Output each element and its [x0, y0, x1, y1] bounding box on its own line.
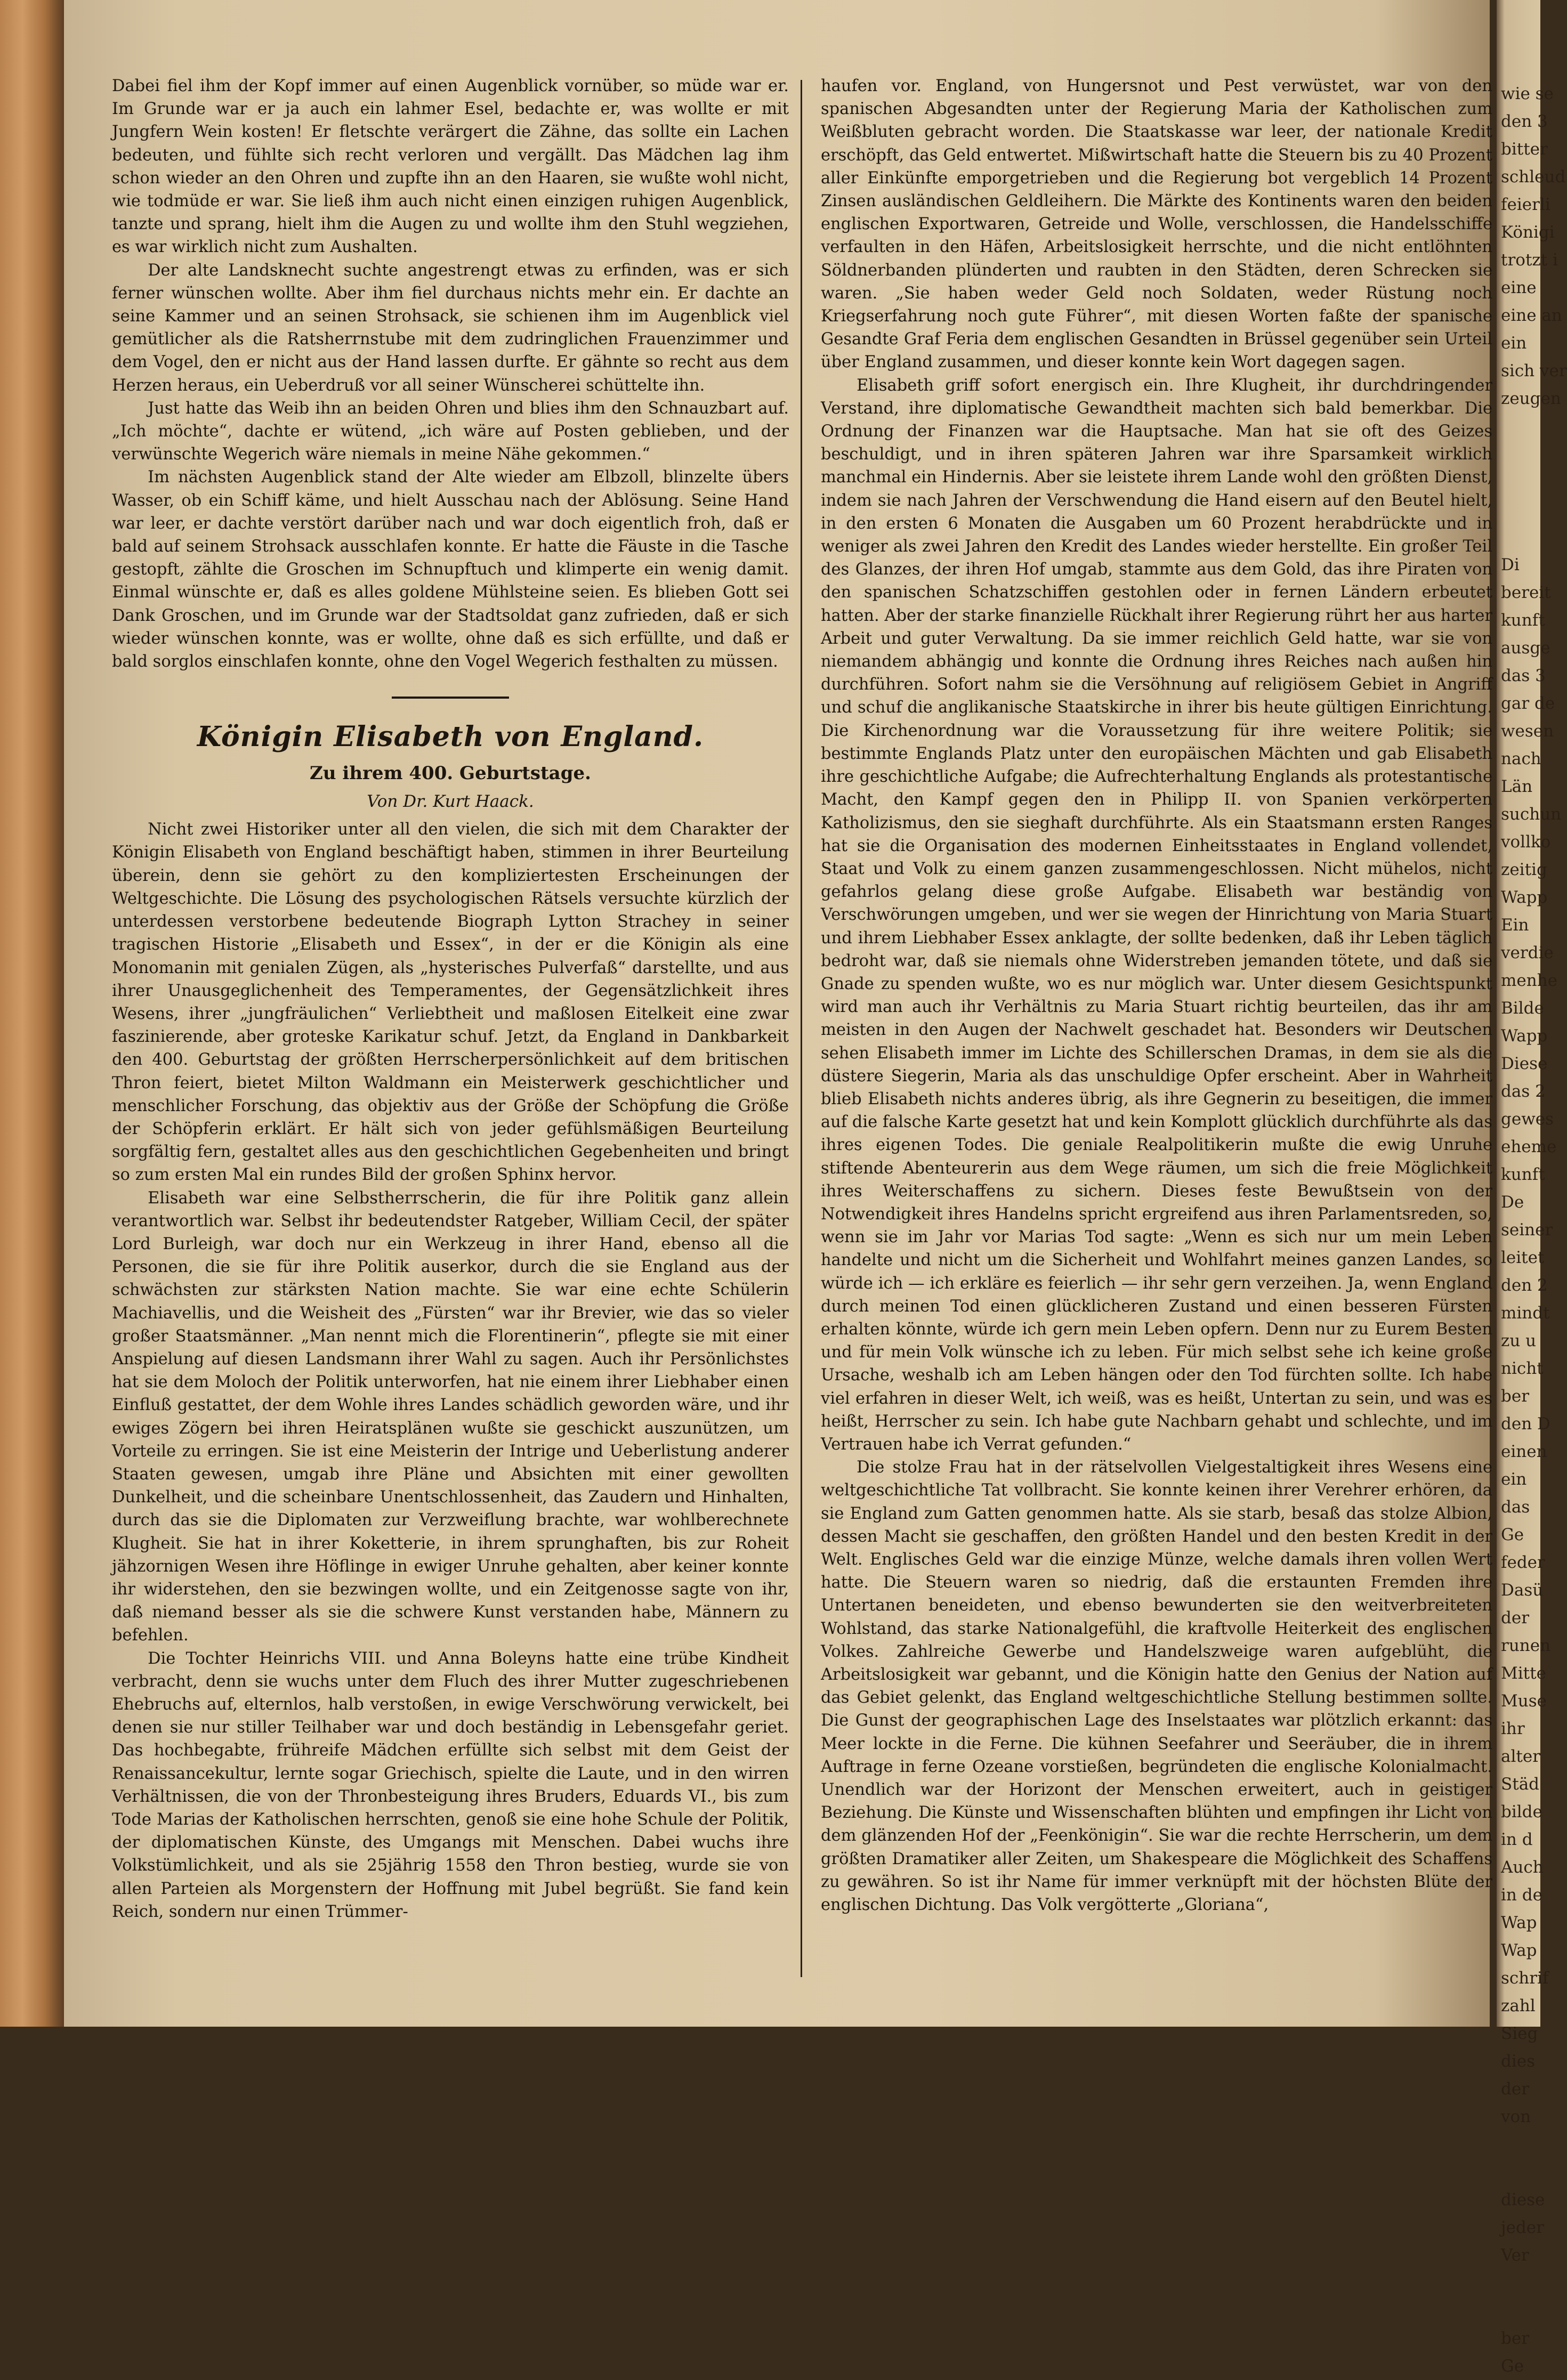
- next-page-line: suchun: [1501, 805, 1562, 824]
- next-page-line: bereit: [1501, 583, 1551, 602]
- story-paragraph-3: Just hatte das Weib ihn an beiden Ohren und blies ihm den Schnauzbart auf. „Ich möchte“, dachte er wütend, „ich wäre auf Posten geblieben, und der verwünschte Wegerich wäre niemals in meine Nähe gekommen.“: [112, 399, 789, 464]
- next-page-line: schrif: [1501, 1969, 1549, 1988]
- next-page-line: leitet: [1501, 1248, 1545, 1267]
- next-page-line: menhe: [1501, 971, 1558, 990]
- next-page-line: ihr: [1501, 1719, 1525, 1738]
- next-page-line: mindt: [1501, 1304, 1550, 1323]
- next-page-line: runen: [1501, 1636, 1551, 1655]
- next-page-line: Dasü: [1501, 1581, 1544, 1600]
- next-page-line: Diese: [1501, 1054, 1548, 1073]
- next-page-line: alter: [1501, 1747, 1541, 1766]
- next-page-line: [1497, 496, 1540, 523]
- next-page-line: [1497, 2158, 1540, 2186]
- next-page-line: in d: [1501, 1830, 1533, 1849]
- next-page-line: kunft: [1501, 1165, 1545, 1184]
- next-page-line: Städ: [1501, 1775, 1540, 1794]
- next-page-line: Muse: [1501, 1691, 1547, 1711]
- next-page-line: eheme: [1501, 1137, 1557, 1156]
- article-paragraph-2: Elisabeth war eine Selbstherrscherin, die für ihre Politik ganz allein verantwortlich war. Selbst ihr bedeutendster Ratgeber, William Cecil, der später Lord Burleigh, war doch nur ein Werkzeug in ihrer Hand, ebenso all die Personen, die sie für ihre Politik auserkor, durch die sie England aus der schwächsten zur stärksten Nation machte. Sie war eine echte Schülerin Machiavellis, und die Weisheit des „Fürsten“ war ihr Brevier, wie das so vieler großer Staatsmänner. „Man nennt mich die Florentinerin“, pflegte sie mit einer Anspielung auf diesen Landsmann ihrer Wahl zu sagen. Auch ihr Persönlichstes hat sie dem Moloch der Politik unterworfen, hat nie einem ihrer Liebhaber einen Einfluß gestattet, der dem Wohle ihres Landes schädlich geworden wäre, und ihr ewiges Zögern bei ihren Heiratsplänen wußte sie geschickt auszunützen, um Vorteile zu erringen. Sie ist eine Meisterin der Intrige und Ueberlistung anderer Staaten gewesen, umgab ihre Pläne und Absichten mit einer gewollten Dunkelheit, und die scheinbare Unentschlossenheit, das Zaudern und Hinhalten, durch das sie die Diplomaten zur Verzweiflung brachte, war wohlberechnete Klugheit. Sie hat in ihrer Koketterie, in ihrem sprunghaften, bis zur Roheit jähzornigen Wesen ihre Höflinge in ewiger Unruhe gehalten, aber keiner konnte ihr widerstehen, den sie bezwingen wollte, und ein Zeitgenosse sagte von ihr, daß niemand besser als sie die schwere Kunst verstanden habe, Männern zu befehlen.: [112, 1188, 789, 1645]
- next-page-line: feder: [1501, 1553, 1545, 1572]
- next-page-line: Wap: [1501, 1941, 1537, 1960]
- next-page-line: Mitte: [1501, 1664, 1546, 1683]
- next-page-line: Ge: [1501, 2357, 1524, 2376]
- next-page-line: kunft: [1501, 611, 1545, 630]
- next-page-line: schleud: [1501, 167, 1566, 187]
- next-page-line: ein: [1501, 1470, 1527, 1489]
- next-page-line: [1497, 2269, 1540, 2297]
- next-page-line: jeder: [1501, 2218, 1544, 2237]
- next-page-line: wie se: [1501, 84, 1554, 103]
- story-paragraph-1: Dabei fiel ihm der Kopf immer auf einen Augenblick vornüber, so müde war er. Im Grunde war er ja auch ein lahmer Esel, bedachte er, was wollte er mit Jungfern Wein kosten! Er fletschte verärgert die Zähne, das sollte ein Lachen bedeuten, und fühlte sich recht verloren und vergällt. Das Mädchen lag ihm schon wieder an den Ohren und zupfte ihn an den Haaren, sie wußte wohl nicht, wie todmüde er war. Sie ließ ihm auch nicht einen einzigen ruhigen Augenblick, tanzte und sprang, hielt ihm die Augen zu und wollte ihm den Stuhl wegziehen, es war wirklich nicht zum Aushalten.: [112, 77, 789, 257]
- book-spine: [0, 0, 64, 2027]
- story-paragraph-4: Im nächsten Augenblick stand der Alte wieder am Elbzoll, blinzelte übers Wasser, ob ein Schiff käme, und hielt Ausschau nach der Ablösung. Seine Hand war leer, er dachte verstört darüber nach und war doch eigentlich froh, daß er bald auf seinem Strohsack ausschlafen konnte. Er hatte die Fäuste in die Tasche gestopft, zählte die Groschen im Schnupftuch und klimperte ein wenig damit. Einmal wünschte er, daß es alles goldene Mühlsteine seien. Es blieben Gott sei Dank Groschen, und im Grunde war der Stadtsoldat ganz zufrieden, daß er sich wieder wünschen konnte, was er wollte, ohne daß es sich erfüllte, und daß er bald sorglos einschlafen konnte, ohne den Vogel Wegerich festhalten zu müssen.: [112, 468, 789, 671]
- next-page-line: vollko: [1501, 832, 1551, 852]
- article-byline: Von Dr. Kurt Haack.: [367, 792, 534, 812]
- next-page-line: Di: [1501, 555, 1520, 574]
- article-paragraph-1: Nicht zwei Historiker unter all den vielen, die sich mit dem Charakter der Königin Elisabeth von England beschäftigt haben, stimmen in ihrer Beurteilung überein, denn sie gehört zu den kompliziertesten Erscheinungen der Weltgeschichte. Die Lösung des psychologischen Rätsels versuchte kürzlich der unterdessen verstorbene bedeutende Biograph Lytton Strachey in seiner tragischen Historie „Elisabeth und Essex“, in der er die Königin als eine Monomanin mit genialen Zügen, als „hysterisches Pulverfaß“ darstellte, und aus ihrer Unausgeglichenheit des Temperamentes, der Gegensätzlichkeit ihres Wesens, ihrer „jungfräulichen“ Verliebtheit und maßlosen Eitelkeit eine zwar faszinierende, aber groteske Karikatur schuf. Jetzt, da England in Dankbarkeit den 400. Geburtstag der größten Herrscherpersönlichkeit auf dem britischen Thron feiert, bietet Milton Waldmann ein Meisterwerk geschichtlicher und menschlicher Forschung, das objektiv aus der Größe der Schöpfung die Größe der Schöpferin erklärt. Er hält sich von jeder gefühlsmäßigen Beurteilung sorgfältig fern, gestaltet alles aus den geschichtlichen Gegebenheiten und bringt so zum ersten Mal ein rundes Bild der großen Sphinx hervor.: [112, 820, 789, 1185]
- next-page-line: Auch: [1501, 1858, 1544, 1877]
- next-page-line: diese: [1501, 2190, 1545, 2209]
- next-page-line: in de: [1501, 1885, 1542, 1905]
- next-page-line: seiner: [1501, 1220, 1553, 1240]
- article-paragraph-6: Die stolze Frau hat in der rätselvollen Vielgestaltigkeit ihres Wesens eine weltgeschichtliche Tat vollbracht. Sie konnte keinen ihrer Verehrer erhören, da sie England zum Gatten genommen hatte. Als sie starb, besaß das stolze Albion, dessen Macht sie geschaffen, den größten Handel und den besten Kredit in der Welt. Englisches Geld war die einzige Münze, welche damals ihren vollen Wert hatte. Die Steuern waren so niedrig, daß die erstaunten Fremden ihre Untertanen beneideten, und ebenso bewunderten sie den weitverbreiteten Wohlstand, das starke Nationalgefühl, die kraftvolle Heiterkeit des englischen Volkes. Zahlreiche Gewerbe und Handelszweige waren aufgeblüht, die Arbeitslosigkeit war gebannt, und die Königin hatte den Genius der Nation auf das Gebiet gelenkt, das England weltgeschichtliche Stellung bestimmen sollte. Die Gunst der geographischen Lage des Inselstaates war plötzlich erkannt: das Meer lockte in die Ferne. Die kühnen Seefahrer und Seeräuber, die in ihrem Auftrage in ferne Ozeane vorstießen, begründeten die englische Kolonialmacht. Unendlich war der Horizont der Menschen erweitert, auch in geistiger Beziehung. Die Künste und Wissenschaften blühten und empfingen ihr Licht von dem glänzenden Hof der „Feenkönigin“. Sie war die rechte Herrscherin, um dem größten Dramatiker aller Zeiten, um Shakespeare die Möglichkeit des Schaffens zu gewähren. So ist ihr Name für immer verknüpft mit der höchsten Blüte der englischen Dichtung. Das Volk vergötterte „Gloriana“,: [821, 1458, 1492, 1915]
- next-page-line: zeugen: [1501, 389, 1561, 408]
- next-page-line: ber: [1501, 1387, 1530, 1406]
- next-page-edge: [1497, 0, 1567, 2376]
- next-page-line: das: [1501, 1497, 1530, 1517]
- next-page-line: [1497, 2131, 1540, 2158]
- next-page-line: De: [1501, 1193, 1524, 1212]
- next-page-line: [1497, 440, 1540, 468]
- next-page-line: nicht: [1501, 1359, 1544, 1378]
- next-page-line: Ge: [1501, 1525, 1524, 1544]
- next-page-line: eine: [1501, 278, 1537, 297]
- article-paragraph-5: Elisabeth griff sofort energisch ein. Ihre Klugheit, ihr durchdringender Verstand, ihre diplomatische Gewandtheit machten sich bald bemerkbar. Die Ordnung der Finanzen war die Hauptsache. Man hat sie oft des Geizes beschuldigt, und in ihren späteren Jahren war ihre Sparsamkeit wirklich manchmal ein Hindernis. Aber sie leistete ihrem Lande wohl den größten Dienst, indem sie nach Jahren der Verschwendung die Hand eisern auf den Beutel hielt, in den ersten 6 Monaten die Ausgaben um 60 Prozent herabdrückte und in weniger als zwei Jahren den Kredit des Landes wieder herstellte. Ein großer Teil des Glanzes, der ihren Hof umgab, stammte aus dem Gold, das ihre Piraten von den spanischen Schatzschiffen gestohlen oder in fernen Ländern erbeutet hatten. Aber der starke finanzielle Rückhalt ihrer Regierung rührt her aus harter Arbeit und guter Verwaltung. Da sie immer reichlich Geld hatte, war sie von niemandem abhängig und konnte die Ordnung ihres Reiches nach außen hin durchführen. Sofort nahm sie die Versöhnung auf religiösem Gebiet in Angriff und schuf die anglikanische Staatskirche in ihrer bis heute gültigen Einrichtung. Die Kirchenordnung war die Voraussetzung für ihre weitere Politik; sie bestimmte Englands Platz unter den europäischen Mächten und gab Elisabeth ihre geschichtliche Aufgabe; die Aufrechterhaltung Englands als protestantische Macht, den Kampf gegen den in Philipp II. von Spanien verkörperten Katholizismus, den sie sieghaft durchführte. Als ein Staatsmann ersten Ranges hat sie die Organisation des modernen Einheitsstaates in England vollendet, Staat und Volk zu einem ganzen zusammengeschlossen. Nicht mühelos, nicht gefahrlos gelang diese große Aufgabe. Elisabeth war beständig von Verschwörungen umgeben, und wer sie wegen der Hinrichtung von Maria Stuart und ihrem Liebhaber Essex anklagte, der sollte bedenken, daß ihr Leben täglich bedroht war, daß sie niemals ohne Widerstreben jemanden tötete, und daß sie Gnade zu spenden wußte, wo es nur möglich war. Unter diesem Gesichtspunkt wird man auch ihr Verhältnis zu Maria Stuart richtig beurteilen, das ihr am meisten in den Augen der Nachwelt geschadet hat. Besonders wir Deutschen sehen Elisabeth immer im Lichte des Schillerschen Dramas, in dem sie als die düstere Siegerin, Maria als das unschuldige Opfer erscheint. Aber in Wahrheit blieb Elisabeth nichts anderes übrig, als ihre Gegnerin zu beseitigen, die immer auf die falsche Karte gesetzt hat und kein Komplott glücklich durchführte als das ihres eigenen Todes. Die geniale Realpolitikerin mußte die ewig Unruhe stiftende Abenteurerin aus dem Wege räumen, um sich die freie Möglichkeit ihres Weiterschaffens zu sichern. Dieses feste Bewußtsein von der Notwendigkeit ihres Handelns spricht ergreifend aus ihren Parlamentsreden, so, wenn sie im Jahr vor Marias Tod sagte: „Wenn es sich nur um mein Leben handelte und nicht um die Sicherheit und Wohlfahrt meines ganzen Landes, so würde ich — ich erkläre es feierlich — ihr sehr gern verzeihen. Ja, wenn England durch meinen Tod einen glücklicheren Zustand und einen besseren Fürsten erhalten könnte, würde ich gern mein Leben opfern. Denn nur zu Eurem Besten und für mein Volk wünsche ich zu leben. Für mich selbst sehe ich keine große Ursache, weshalb ich am Leben hängen oder den Tod fürchten sollte. Ich habe viel erfahren in dieser Welt, ich weiß, was es heißt, Untertan zu sein, und was es heißt, Herrscher zu sein. Ich habe gute Nachbarn gehabt und schlechte, und im Vertrauen habe ich Verrat gefunden.“: [821, 376, 1492, 1454]
- right-column: [821, 75, 1492, 2004]
- next-page-line: Ein: [1501, 916, 1529, 935]
- left-column: [112, 75, 789, 2004]
- next-page-line: ausge: [1501, 638, 1550, 658]
- next-page-line: Wapp: [1501, 1026, 1548, 1046]
- next-page-line: wesen: [1501, 722, 1554, 741]
- next-page-line: den D: [1501, 1414, 1550, 1434]
- next-page-line: zahl: [1501, 1996, 1536, 2015]
- next-page-line: Sieg: [1501, 2024, 1538, 2043]
- next-page-line: verdie: [1501, 943, 1554, 962]
- next-page-line: [1497, 468, 1540, 496]
- next-page-line: [1497, 2297, 1540, 2325]
- next-page-line: sich ver: [1501, 361, 1567, 381]
- next-page-line: trotzt i: [1501, 250, 1558, 270]
- next-page-line: Wap: [1501, 1913, 1537, 1932]
- next-page-line: feierli: [1501, 195, 1550, 214]
- next-page-line: der: [1501, 2079, 1530, 2099]
- next-page-line: nach: [1501, 749, 1541, 768]
- next-page-line: bitter: [1501, 140, 1548, 159]
- article-subtitle: Zu ihrem 400. Geburtstage.: [310, 763, 591, 784]
- next-page-line: ein: [1501, 334, 1527, 353]
- next-page-line: den 2: [1501, 1276, 1548, 1295]
- next-page-line: den 3: [1501, 112, 1548, 131]
- column-rule: [801, 80, 802, 1977]
- next-page-fragments: [1497, 0, 1567, 2380]
- next-page-line: von: [1501, 2107, 1531, 2126]
- article-header: [112, 697, 789, 813]
- article-paragraph-3: Die Tochter Heinrichs VIII. und Anna Boleyns hatte eine trübe Kindheit verbracht, denn sie wuchs unter dem Fluch des ihrer Mutter zugeschriebenen Ehebruchs auf, elternlos, halb verstoßen, in ewige Verschwörung verwickelt, bei denen sie nur stiller Teilhaber war und doch beständig in Lebensgefahr geriet. Das hochbegabte, frühreife Mädchen erfüllte sich selbst mit dem Geist der Renaissancekultur, lernte sogar Griechisch, spielte die Laute, und in den wirren Verhältnissen, die von der Thronbesteigung ihres Bruders, Eduards VI., bis zum Tode Marias der Katholischen herrschten, genoß sie eine hohe Schule der Politik, der diplomatischen Künste, des Umgangs mit Menschen. Dabei wuchs ihre Volkstümlichkeit, und als sie 25jährig 1558 den Thron bestieg, wurde sie von allen Parteien als Morgenstern der Hoffnung mit Jubel begrüßt. Sie fand kein Reich, sondern nur einen Trümmer-: [112, 1649, 789, 1921]
- next-page-line: das 2: [1501, 1082, 1546, 1101]
- next-page-line: Ver: [1501, 2246, 1529, 2265]
- next-page-line: Wapp: [1501, 888, 1548, 907]
- article-title: Königin Elisabeth von England.: [197, 721, 704, 754]
- next-page-line: Königi: [1501, 223, 1555, 242]
- next-page-line: der: [1501, 1608, 1530, 1628]
- next-page-line: bilde: [1501, 1802, 1542, 1822]
- next-page-line: zeitig: [1501, 860, 1547, 879]
- next-page-line: das 3: [1501, 666, 1546, 685]
- next-page-line: Bilde: [1501, 999, 1544, 1018]
- article-paragraph-4: haufen vor. England, von Hungersnot und Pest verwüstet, war von den spanischen Abgesandten unter der Regierung Maria der Katholischen zum Weißbluten gebracht worden. Die Staatskasse war leer, der nationale Kredit erschöpft, das Geld entwertet. Mißwirtschaft hatte die Steuern bis zu 40 Prozent aller Einkünfte emporgetrieben und die Regierung bot vergeblich 14 Prozent Zinsen ausländischen Geldleihern. Die Märkte des Kontinents waren den beiden englischen Exportwaren, Getreide und Wolle, verschlossen, die Handelsschiffe verfaulten in den Häfen, Arbeitslosigkeit herrschte, und die nicht entlöhnten Söldnerbanden plünderten und raubten in den Städten, deren Schrecken sie waren. „Sie haben weder Geld noch Soldaten, weder Rüstung noch Kriegserfahrung noch gute Führer“, mit diesen Worten faßte der spanische Gesandte Graf Feria dem englischen Gesandten in Brüssel gegenüber sein Urteil über England zusammen, und dieser konnte kein Wort dagegen sagen.: [821, 77, 1492, 372]
- next-page-line: dies: [1501, 2052, 1536, 2071]
- next-page-line: [1497, 412, 1540, 440]
- next-page-line: eine an: [1501, 306, 1562, 325]
- next-page-line: [1497, 523, 1540, 551]
- next-page-line: gewes: [1501, 1110, 1554, 1129]
- story-paragraph-2: Der alte Landsknecht suchte angestrengt etwas zu erfinden, was er sich ferner wünschen wollte. Aber ihm fiel durchaus nichts mehr ein. Er dachte an seine Kammer und an seinen Strohsack, sie schienen ihm im Augenblick viel gemütlicher als die Ratsherrnstube mit dem zudringlichen Frauenzimmer und dem Vogel, den er nicht aus der Hand lassen durfte. Er gähnte so recht aus dem Herzen heraus, ein Ueberdruß vor all seiner Wünscherei schüttelte ihn.: [112, 261, 789, 395]
- next-page-line: ber: [1501, 2329, 1530, 2348]
- next-page-line: gar de: [1501, 694, 1555, 713]
- next-page-line: einen: [1501, 1442, 1547, 1461]
- next-page-line: Län: [1501, 777, 1533, 796]
- section-separator: [392, 697, 509, 699]
- next-page-line: zu u: [1501, 1331, 1537, 1350]
